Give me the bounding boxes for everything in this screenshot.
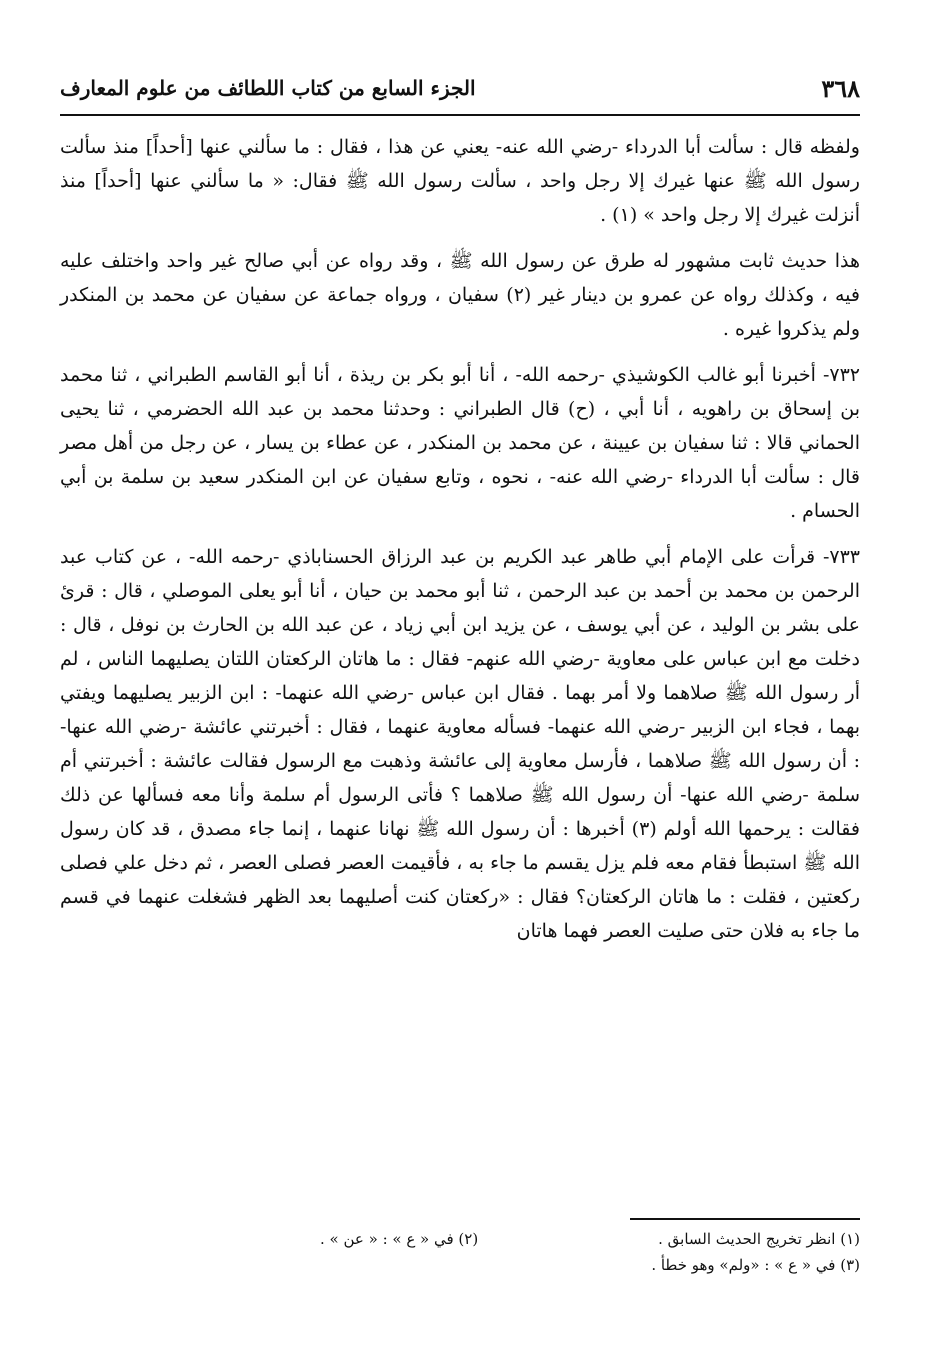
page-number: ٣٦٨ xyxy=(821,74,860,103)
page-body xyxy=(60,130,860,948)
footnote-divider xyxy=(630,1218,860,1220)
book-page xyxy=(60,70,860,1330)
footnote-3: (٣) في « ع » : «ولم» وهو خطأ . xyxy=(651,1256,860,1274)
page-header xyxy=(60,70,860,116)
paragraph-hadith-733: ٧٣٣- قرأت على الإمام أبي طاهر عبد الكريم بن عبد الرزاق الحسناباذي -رحمه الله- ، عن كتاب عبد الرحمن بن محمد بن أحمد بن عبد الرحمن ، ثنا أبو محمد بن حيان ، أنا أبو يعلى الموصلي ، قال : قرئ على بشر بن الوليد ، عن أبي يوسف ، عن يزيد ابن أبي زياد ، عن عبد الله بن الحارث بن نوفل ، قال : دخلت مع ابن عباس على معاوية -رضي الله عنهم- فقال : ما هاتان الركعتان اللتان يصليهما الناس ، لم أر رسول الله ﷺ صلاهما ولا أمر بهما . فقال ابن عباس -رضي الله عنهما- : ابن الزبير يصليهما ويفتي بهما ، فجاء ابن الزبير -رضي الله عنهما- فسأله معاوية عنهما ، فقال : أخبرتني عائشة -رضي الله عنها- : أن رسول الله ﷺ صلاهما ، فأرسل معاوية إلى عائشة وذهبت مع الرسول فقالت عائشة : أخبرتني أم سلمة -رضي الله عنها- أن رسول الله ﷺ صلاهما ؟ فأتى الرسول أم سلمة وأنا معه فسألها عن ذلك فقالت : يرحمها الله أولم (٣) أخبرها : أن رسول الله ﷺ نهانا عنهما ، إنما جاء مصدق ، قد كان رسول الله ﷺ استبطأ فقام معه فلم يزل يقسم ما جاء به ، فأقيمت العصر فصلى العصر ، ثم دخل علي فصلى ركعتين ، فقلت : ما هاتان الركعتان؟ فقال : «ركعتان كنت أصليهما بعد الظهر فشغلت عنهما في قسم ما جاء به فلان حتى صليت العصر فهما هاتان xyxy=(60,546,860,942)
footnote-1: (١) انظر تخريج الحديث السابق . xyxy=(658,1230,860,1248)
footnote-row-1 xyxy=(60,1226,860,1252)
paragraph-1: ولفظه قال : سألت أبا الدرداء -رضي الله عنه- يعني عن هذا ، فقال : ما سألني عنها [أحداً] منذ سألت رسول الله ﷺ عنها غيرك إلا رجل واحد ، سألت رسول الله ﷺ فقال: « ما سألني عنها [أحداً] منذ أنزلت غيرك إلا رجل واحد » (١) . xyxy=(60,136,860,226)
footnotes xyxy=(60,1218,860,1278)
paragraph-hadith-732: ٧٣٢- أخبرنا أبو غالب الكوشيذي -رحمه الله- ، أنا أبو بكر بن ريذة ، أنا أبو القاسم الطبراني ، ثنا محمد بن إسحاق بن راهويه ، أنا أبي ، (ح) قال الطبراني : وحدثنا محمد بن عبد الله الحضرمي ، ثنا يحيى الحماني قالا : ثنا سفيان بن عيينة ، عن محمد بن المنكدر ، عن عطاء بن يسار ، عن رجل من أهل مصر قال : سألت أبا الدرداء -رضي الله عنه- ، نحوه ، وتابع سفيان عن ابن المنكدر سعيد بن سلمة بن أبي الحسام . xyxy=(60,364,860,522)
running-title: الجزء السابع من كتاب اللطائف من علوم المعارف xyxy=(60,76,476,100)
paragraph-2: هذا حديث ثابت مشهور له طرق عن رسول الله ﷺ ، وقد رواه عن أبي صالح غير واحد واختلف عليه فيه ، وكذلك رواه عن عمرو بن دينار غير (٢) سفيان ، ورواه جماعة عن سفيان عن محمد بن المنكدر ولم يذكروا غيره . xyxy=(60,250,860,340)
footnote-2: (٢) في « ع » : « عن » . xyxy=(320,1230,479,1248)
